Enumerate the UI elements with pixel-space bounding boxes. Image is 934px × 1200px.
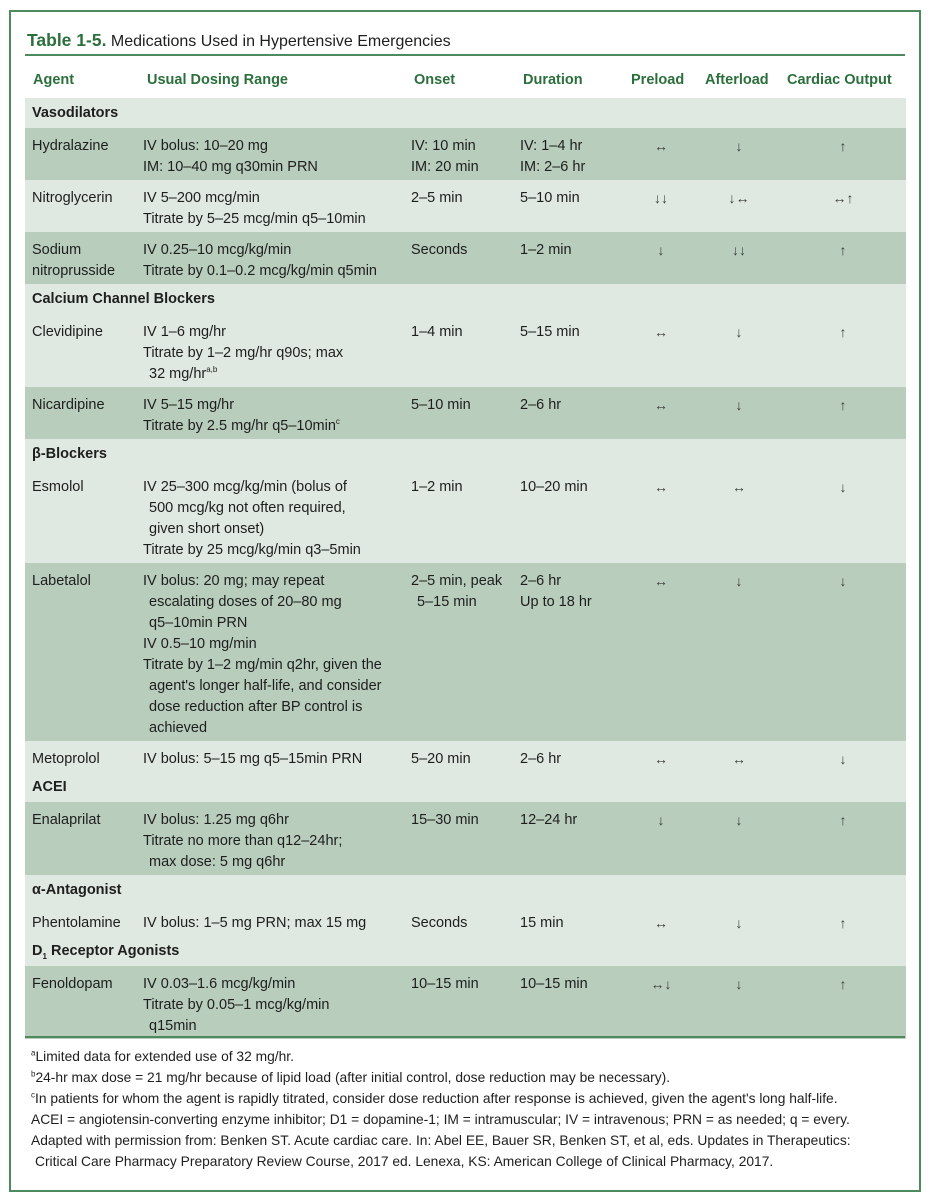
- table-notes: [31, 1046, 921, 1172]
- source-line-1: Adapted with permission from: Benken ST. Acute cardiac care. In: Abel EE, Bauer SR, Benken ST, et al, eds. Updates in Therapeutics:: [31, 1133, 851, 1148]
- agent-cell: Nitroglycerin: [25, 180, 139, 232]
- cardiac-output-effect: ↓: [780, 741, 906, 772]
- onset-cell: IV: 10 min IM: 20 min: [407, 128, 516, 180]
- table-row: [25, 966, 906, 1039]
- source-line-2: Critical Care Pharmacy Preparatory Review Course, 2017 ed. Lenexa, KS: American College of Clinical Pharmacy, 2017.: [35, 1154, 774, 1169]
- dosing-cell: IV 5–15 mg/hr Titrate by 2.5 mg/hr $q5-10\min^c$: [139, 387, 407, 439]
- dosing-cell: IV bolus: 10–20 mg IM: 10–40 mg q30min PRN: [139, 128, 407, 180]
- section-row: [25, 98, 906, 128]
- preload-effect: ↓: [624, 232, 698, 284]
- table-frame: [9, 10, 921, 1192]
- section-row: [25, 936, 906, 966]
- table-row: [25, 741, 906, 772]
- agent-cell: Sodium nitroprusside: [25, 232, 139, 284]
- medication-table: [25, 98, 906, 1039]
- preload-effect: ↓: [624, 802, 698, 875]
- afterload-effect: ↓: [698, 802, 780, 875]
- col-header-duration: Duration: [523, 72, 583, 88]
- table-row: [25, 469, 906, 563]
- onset-cell: 1–2 min: [407, 469, 516, 563]
- onset-cell: 2–5 min, peak 5–15 min: [407, 563, 516, 741]
- col-header-cardiac-output: Cardiac Output: [787, 72, 892, 88]
- footnote-a: $^a$Limited data for extended use of 32 mg/hr.: [31, 1048, 294, 1064]
- column-header-row: [25, 67, 905, 97]
- agent-cell: Enalaprilat: [25, 802, 139, 875]
- section-heading: Vasodilators: [25, 98, 906, 128]
- section-heading: Calcium Channel Blockers: [25, 284, 906, 314]
- dosing-cell: IV 0.03–1.6 mcg/kg/min Titrate by 0.05–1 mcg/kg/min q15min: [139, 966, 407, 1039]
- agent-cell: Fenoldopam: [25, 966, 139, 1039]
- section-heading: ACEI: [25, 772, 906, 802]
- preload-effect: ↔: [624, 905, 698, 936]
- afterload-effect: ↓: [698, 905, 780, 936]
- duration-cell: 2–6 hr: [516, 741, 624, 772]
- afterload-effect: ↓: [698, 128, 780, 180]
- table-row: [25, 563, 906, 741]
- duration-cell: 10–15 min: [516, 966, 624, 1039]
- preload-effect: ↓↓: [624, 180, 698, 232]
- afterload-effect: ↓↓: [698, 232, 780, 284]
- table-row: [25, 232, 906, 284]
- col-header-afterload: Afterload: [705, 72, 769, 88]
- abbreviations: ACEI = angiotensin-converting enzyme inhibitor; D1 = dopamine-1; IM = intramuscular; IV = intravenous; PRN = as needed; q = every.: [31, 1112, 850, 1127]
- col-header-agent: Agent: [33, 72, 75, 88]
- onset-cell: Seconds: [407, 905, 516, 936]
- dosing-cell: IV 0.25–10 mcg/kg/min Titrate by 0.1–0.2 mcg/kg/min q5min: [139, 232, 407, 284]
- cardiac-output-effect: ↑: [780, 387, 906, 439]
- section-row: [25, 284, 906, 314]
- duration-cell: 5–10 min: [516, 180, 624, 232]
- preload-effect: ↔: [624, 128, 698, 180]
- table-title: [27, 30, 451, 51]
- dosing-cell: IV bolus: 20 mg; may repeat escalating doses of 20–80 mg q5–10min PRN IV 0.5–10 mg/min Titrate by 1–2 mg/min q2hr, given the agent's longer half-life, and consider dose reduction after BP control is achieved: [139, 563, 407, 741]
- col-header-dosing: Usual Dosing Range: [147, 72, 288, 88]
- cardiac-output-effect: ↑: [780, 966, 906, 1039]
- table-row: [25, 180, 906, 232]
- table-row: [25, 905, 906, 936]
- dosing-cell: IV 1–6 mg/hr Titrate by 1–2 mg/hr q90s; max 32 mg/hr$^{a,b}$: [139, 314, 407, 387]
- table-caption: Medications Used in Hypertensive Emergencies: [110, 33, 451, 50]
- col-header-preload: Preload: [631, 72, 685, 88]
- agent-cell: Clevidipine: [25, 314, 139, 387]
- cardiac-output-effect: ↑: [780, 232, 906, 284]
- table-row: [25, 128, 906, 180]
- section-row: [25, 875, 906, 905]
- afterload-effect: ↓: [698, 563, 780, 741]
- duration-cell: 10–20 min: [516, 469, 624, 563]
- onset-cell: 10–15 min: [407, 966, 516, 1039]
- afterload-effect: ↔: [698, 469, 780, 563]
- cardiac-output-effect: ↑: [780, 802, 906, 875]
- afterload-effect: ↓: [698, 966, 780, 1039]
- dosing-cell: IV 25–300 mcg/kg/min (bolus of 500 mcg/kg not often required, given short onset) Titrate by 25 mcg/kg/min q3–5min: [139, 469, 407, 563]
- section-heading: β-Blockers: [25, 439, 906, 469]
- table-row: [25, 802, 906, 875]
- preload-effect: ↔: [624, 387, 698, 439]
- agent-cell: Metoprolol: [25, 741, 139, 772]
- duration-cell: 15 min: [516, 905, 624, 936]
- agent-cell: Hydralazine: [25, 128, 139, 180]
- section-heading: $D_1$ Receptor Agonists: [25, 936, 906, 966]
- cardiac-output-effect: ↑: [780, 314, 906, 387]
- duration-cell: 12–24 hr: [516, 802, 624, 875]
- preload-effect: ↔: [624, 469, 698, 563]
- title-divider: [25, 54, 905, 56]
- dosing-cell: IV bolus: 1–5 mg PRN; max 15 mg: [139, 905, 407, 936]
- table-row: [25, 387, 906, 439]
- onset-cell: 15–30 min: [407, 802, 516, 875]
- duration-cell: IV: 1–4 hr IM: 2–6 hr: [516, 128, 624, 180]
- agent-cell: Esmolol: [25, 469, 139, 563]
- onset-cell: 5–10 min: [407, 387, 516, 439]
- preload-effect: ↔↓: [624, 966, 698, 1039]
- onset-cell: 5–20 min: [407, 741, 516, 772]
- onset-cell: 2–5 min: [407, 180, 516, 232]
- afterload-effect: ↓: [698, 387, 780, 439]
- cardiac-output-effect: ↑: [780, 128, 906, 180]
- cardiac-output-effect: ↔↑: [780, 180, 906, 232]
- cardiac-output-effect: ↑: [780, 905, 906, 936]
- cardiac-output-effect: ↓: [780, 563, 906, 741]
- preload-effect: ↔: [624, 741, 698, 772]
- table-number: Table 1-5.: [27, 30, 107, 50]
- onset-cell: 1–4 min: [407, 314, 516, 387]
- agent-cell: Labetalol: [25, 563, 139, 741]
- section-heading: α-Antagonist: [25, 875, 906, 905]
- footer-divider: [25, 1036, 905, 1038]
- footnote-c: $^c$In patients for whom the agent is rapidly titrated, consider dose reduction after response is achieved, given the agent's long half-life.: [31, 1090, 838, 1106]
- onset-cell: Seconds: [407, 232, 516, 284]
- afterload-effect: ↓: [698, 314, 780, 387]
- agent-cell: Nicardipine: [25, 387, 139, 439]
- cardiac-output-effect: ↓: [780, 469, 906, 563]
- duration-cell: 1–2 min: [516, 232, 624, 284]
- dosing-cell: IV bolus: 5–15 mg q5–15min PRN: [139, 741, 407, 772]
- table-row: [25, 314, 906, 387]
- col-header-onset: Onset: [414, 72, 456, 88]
- duration-cell: 2–6 hr: [516, 387, 624, 439]
- afterload-effect: ↔: [698, 741, 780, 772]
- footnote-b: $^b$24-hr max dose = 21 mg/hr because of lipid load (after initial control, dose reduction may be necessary).: [31, 1069, 671, 1085]
- duration-cell: 2–6 hr Up to 18 hr: [516, 563, 624, 741]
- preload-effect: ↔: [624, 563, 698, 741]
- duration-cell: 5–15 min: [516, 314, 624, 387]
- section-row: [25, 772, 906, 802]
- section-row: [25, 439, 906, 469]
- afterload-effect: ↓↔: [698, 180, 780, 232]
- agent-cell: Phentolamine: [25, 905, 139, 936]
- dosing-cell: IV bolus: 1.25 mg q6hr Titrate no more than q12–24hr; max dose: 5 mg q6hr: [139, 802, 407, 875]
- dosing-cell: IV 5–200 mcg/min Titrate by 5–25 mcg/min q5–10min: [139, 180, 407, 232]
- preload-effect: ↔: [624, 314, 698, 387]
